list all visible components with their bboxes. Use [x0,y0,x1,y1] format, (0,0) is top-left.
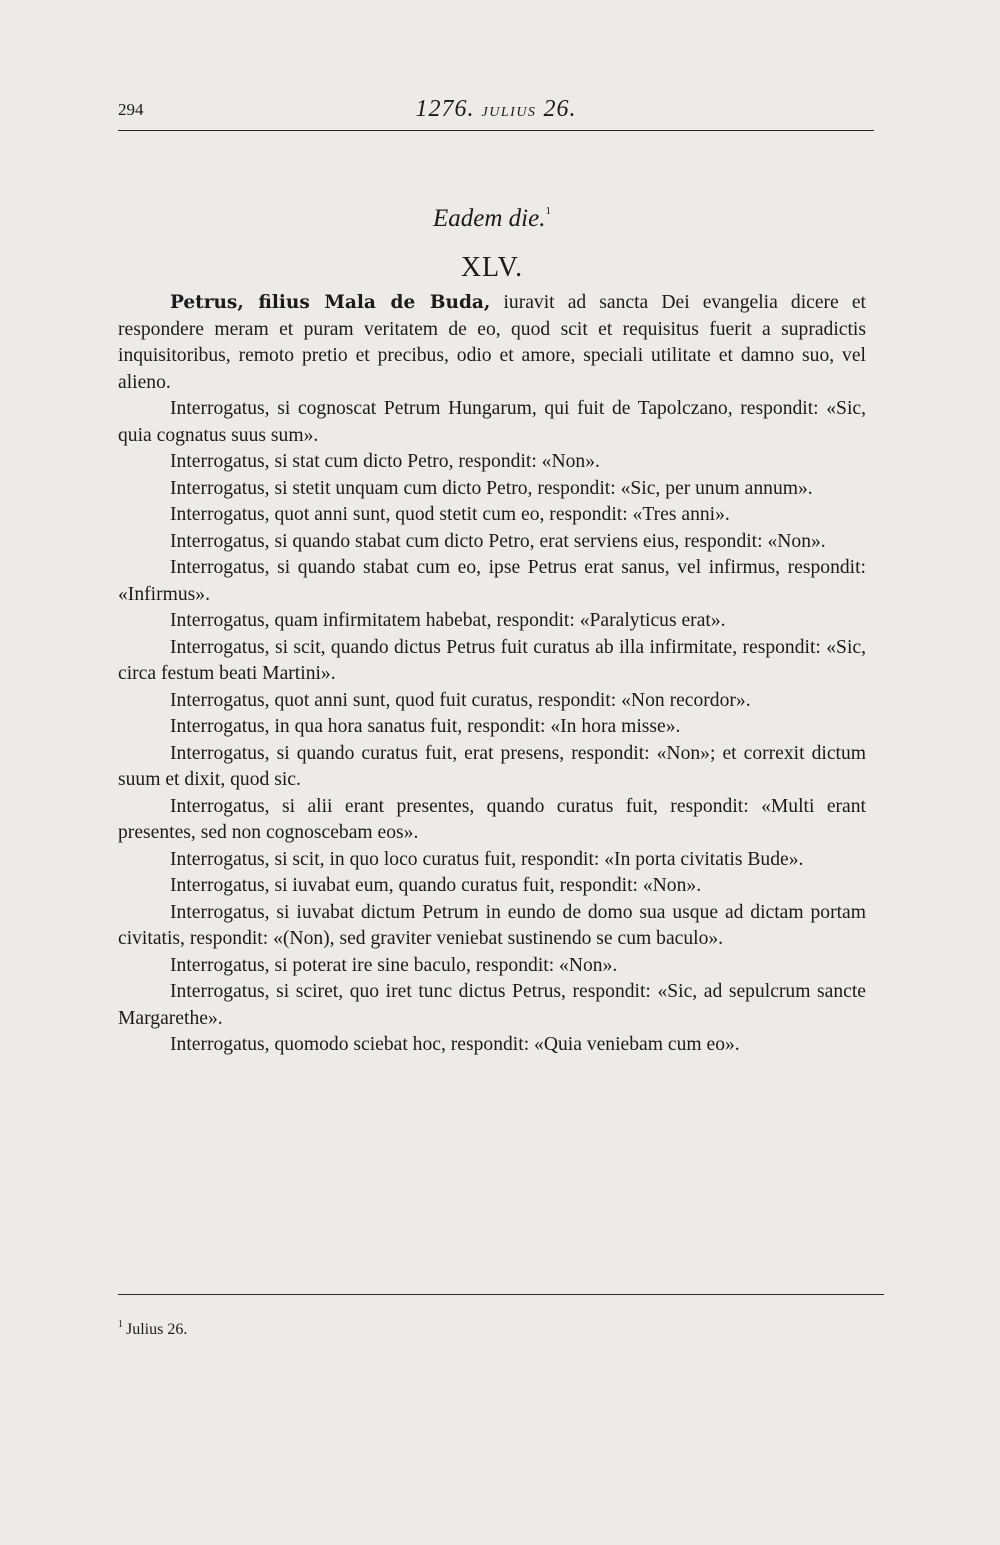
question-paragraph: Interrogatus, si stetit unquam cum dicto Petro, respondit: «Sic, per unum annum». [170,477,813,499]
question-paragraph: Interrogatus, in qua hora sanatus fuit, respondit: «In hora misse». [170,716,681,737]
main-text [118,196,866,1059]
question-paragraph: Interrogatus, si stat cum dicto Petro, respondit: «Non». [170,451,600,472]
footnote-text: Julius 26. [126,1321,188,1338]
question-paragraph: Interrogatus, si scit, quando dictus Petrus fuit curatus ab illa infirmitate, respondit: «Sic, circa festum beati Martini». [118,636,866,684]
question-paragraph: Interrogatus, si alii erant presentes, quando curatus fuit, respondit: «Multi erant presentes, sed non cognoscebam eos». [118,795,866,843]
lead-paragraph [118,290,866,396]
footnote [118,1319,884,1339]
question-paragraph: Interrogatus, quot anni sunt, quod stetit cum eo, respondit: «Tres anni». [170,504,730,525]
footnote-mark: 1 [118,1319,123,1330]
question-paragraph: Interrogatus, si cognoscat Petrum Hungarum, qui fuit de Tapolczano, respondit: «Sic, quia cognatus suus sum». [118,398,866,446]
question-paragraph: Interrogatus, quam infirmitatem habebat, respondit: «Paralyticus erat». [170,610,726,631]
running-head-day: 26. [543,96,577,122]
question-paragraph: Interrogatus, si iuvabat dictum Petrum in eundo de domo sua usque ad dictam portam civitatis, respondit: «(Non), sed graviter veniebat sustinendo se cum baculo». [118,901,866,949]
question-paragraph: Interrogatus, quomodo sciebat hoc, respondit: «Quia veniebam cum eo». [170,1034,740,1055]
question-paragraph: Interrogatus, si scit, in quo loco curatus fuit, respondit: «In porta civitatis Bude». [170,848,804,870]
question-paragraph: Interrogatus, si quando stabat cum eo, ipse Petrus erat sanus, vel infirmus, respondit: «Infirmus». [118,557,866,605]
running-head-year: 1276. [415,96,475,122]
date-heading [118,196,866,234]
question-paragraph: Interrogatus, quot anni sunt, quod fuit curatus, respondit: «Non recordor». [170,689,751,711]
question-paragraph: Interrogatus, si iuvabat eum, quando curatus fuit, respondit: «Non». [170,875,702,896]
page-header [118,96,874,131]
section-number: XLV. [460,252,524,283]
page-number: 294 [118,100,144,119]
question-paragraph: Interrogatus, si sciret, quo iret tunc dictus Petrus, respondit: «Sic, ad sepulcrum sancte Margarethe». [118,981,866,1029]
footnotes [118,1294,884,1339]
question-paragraph: Interrogatus, si quando curatus fuit, erat presens, respondit: «Non»; et correxit dictum suum et dixit, quod sic. [118,742,866,790]
running-head [118,96,874,123]
lead-paragraph-text: iuravit ad sancta Dei evangelia dicere et respondere meram et puram veritatem de eo, quod scit et requisitus fuerit a supradictis inquisitoribus, remoto pretio et precibus, odio et amore, speciali utilitate et damno suo, vel alieno. [118,292,866,393]
question-paragraph: Interrogatus, si poterat ire sine baculo, respondit: «Non». [170,954,618,976]
witness-name: Petrus, filius Mala de Buda, [170,292,491,313]
date-heading-text: Eadem die. [433,205,546,232]
question-paragraph: Interrogatus, si quando stabat cum dicto Petro, erat serviens eius, respondit: «Non». [170,530,826,552]
running-head-month: JULIUS [481,105,537,120]
footnote-reference: 1 [545,205,551,217]
